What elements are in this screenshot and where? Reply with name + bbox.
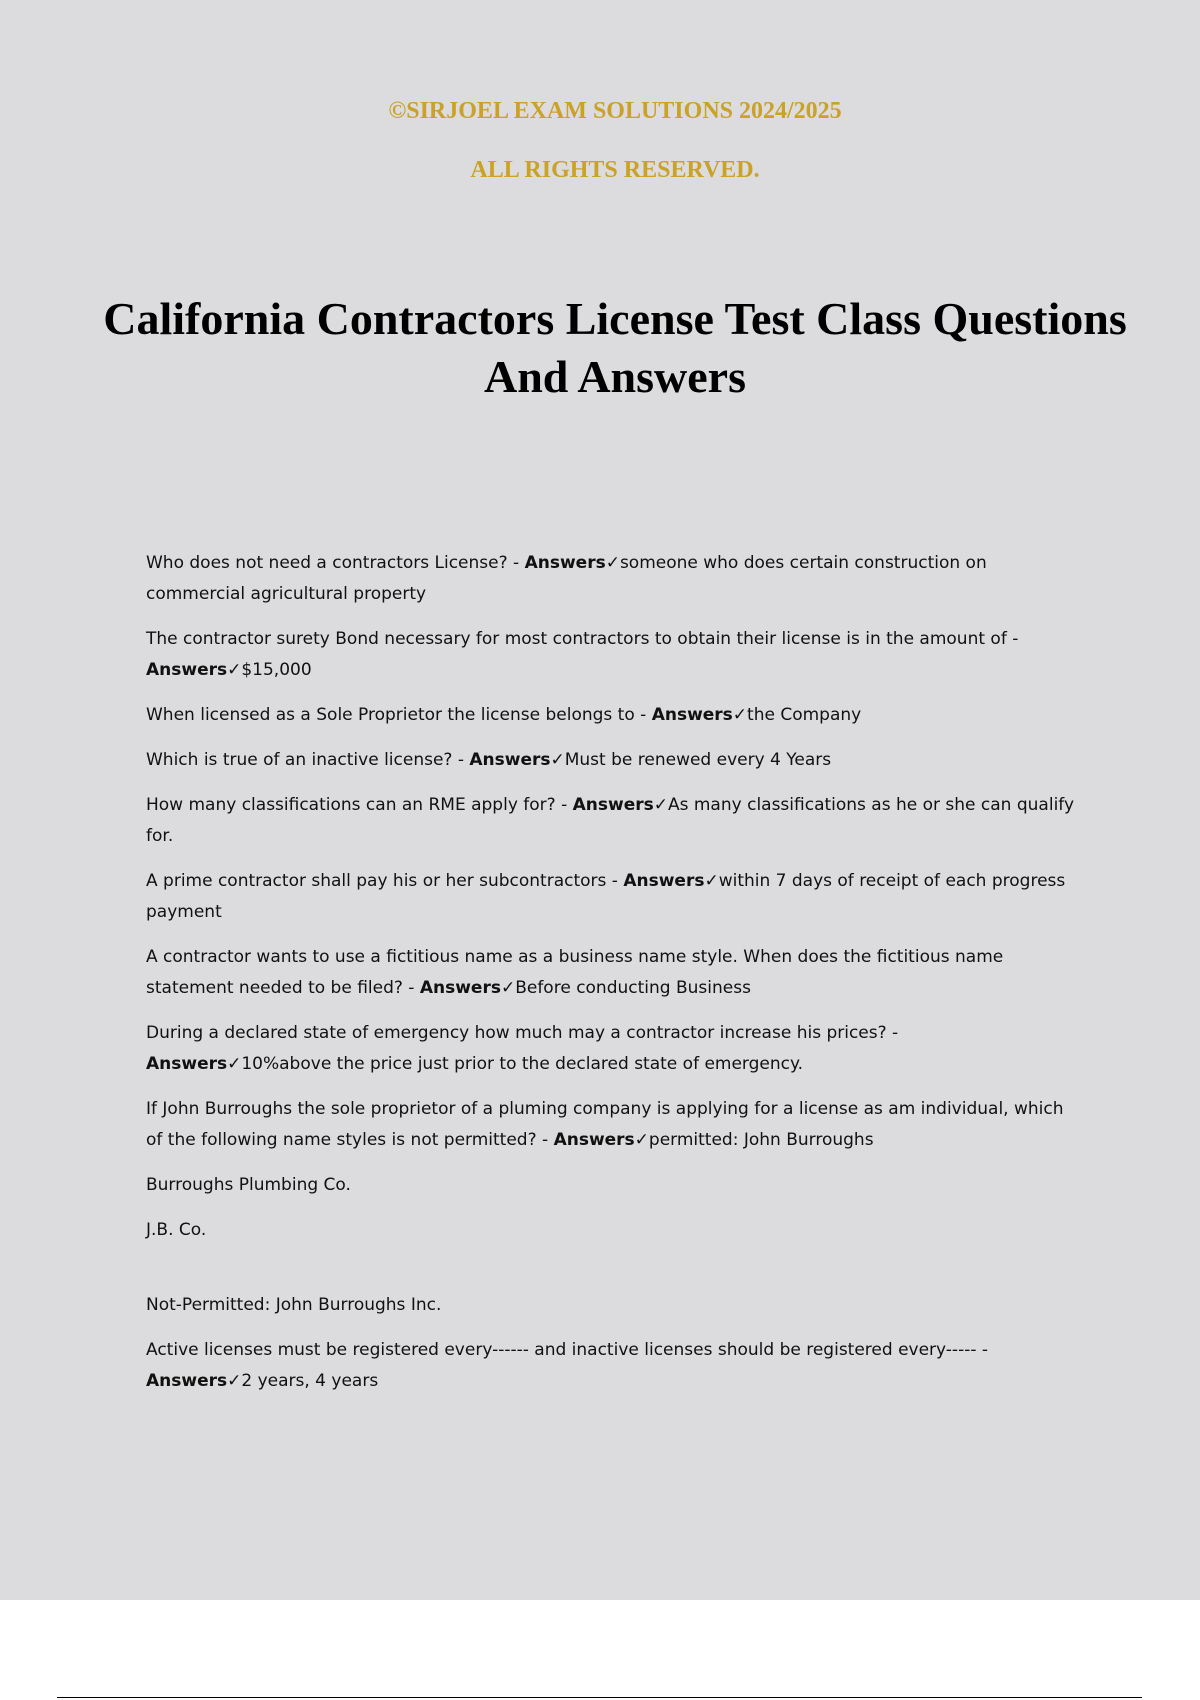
answer-marker: Answers✓ (572, 795, 668, 815)
qa-item (146, 1094, 1076, 1156)
qa-item (146, 745, 1076, 776)
question-text: A prime contractor shall pay his or her subcontractors - (146, 871, 624, 891)
qa-item (146, 866, 1076, 928)
answer-marker: Answers✓ (419, 978, 516, 998)
copyright-line-2: ALL RIGHTS RESERVED. (470, 157, 760, 183)
answer-marker: Answers✓ (651, 705, 748, 725)
answer-text: within 7 days of receipt of each progress payment (146, 871, 1066, 922)
answer-text: Before conducting Business (515, 978, 751, 998)
qa-item (146, 1335, 1076, 1397)
answer-text: the Company (747, 705, 862, 725)
answer-text: permitted: John Burroughs (648, 1130, 874, 1150)
answer-text: 2 years, 4 years (241, 1371, 379, 1391)
qa-item (146, 548, 1076, 610)
continuation-line: Not-Permitted: John Burroughs Inc. (146, 1295, 442, 1315)
qa-item (146, 942, 1076, 1004)
question-text: If John Burroughs the sole proprietor of a pluming company is applying for a license as am individual, which of the following name styles is not permitted? - (146, 1099, 1064, 1150)
document-title: California Contractors License Test Class Questions And Answers (103, 293, 1127, 402)
qa-item (146, 624, 1076, 686)
question-text: During a declared state of emergency how much may a contractor increase his prices? - (146, 1023, 899, 1043)
answer-marker: Answers✓ (469, 750, 565, 770)
answer-text: As many classifications as he or she can qualify for. (146, 795, 1075, 846)
qa-item (146, 790, 1076, 852)
answer-marker: Answers✓ (553, 1130, 649, 1150)
copyright-line-1: ©SIRJOEL EXAM SOLUTIONS 2024/2025 (388, 98, 842, 124)
continuation-line: Burroughs Plumbing Co. (146, 1175, 351, 1195)
answer-text: Must be renewed every 4 Years (564, 750, 832, 770)
qa-item (146, 700, 1076, 731)
answer-marker: Answers✓ (146, 1371, 242, 1391)
footer-divider (57, 1697, 1142, 1698)
answer-marker: Answers✓ (146, 660, 242, 680)
answer-text: 10%above the price just prior to the declared state of emergency. (241, 1054, 804, 1074)
question-text: Which is true of an inactive license? - (146, 750, 470, 770)
answer-text: $15,000 (241, 660, 312, 680)
qa-item (146, 1018, 1076, 1080)
question-text: How many classifications can an RME apply for? - (146, 795, 573, 815)
question-text: A contractor wants to use a fictitious name as a business name style. When does the fictitious name statement needed to be filed? - (146, 947, 1004, 998)
question-text: Who does not need a contractors License? - (146, 553, 525, 573)
qa-list (146, 548, 1076, 1411)
answer-marker: Answers✓ (623, 871, 719, 891)
answer-marker: Answers✓ (146, 1054, 242, 1074)
answer-text: someone who does certain construction on commercial agricultural property (146, 553, 987, 604)
question-text: When licensed as a Sole Proprietor the license belongs to - (146, 705, 652, 725)
question-text: The contractor surety Bond necessary for most contractors to obtain their license is in the amount of - (146, 629, 1019, 649)
continuation-line: J.B. Co. (146, 1220, 207, 1240)
answer-marker: Answers✓ (524, 553, 620, 573)
question-text: Active licenses must be registered every------ and inactive licenses should be registered every----- - (146, 1340, 989, 1360)
